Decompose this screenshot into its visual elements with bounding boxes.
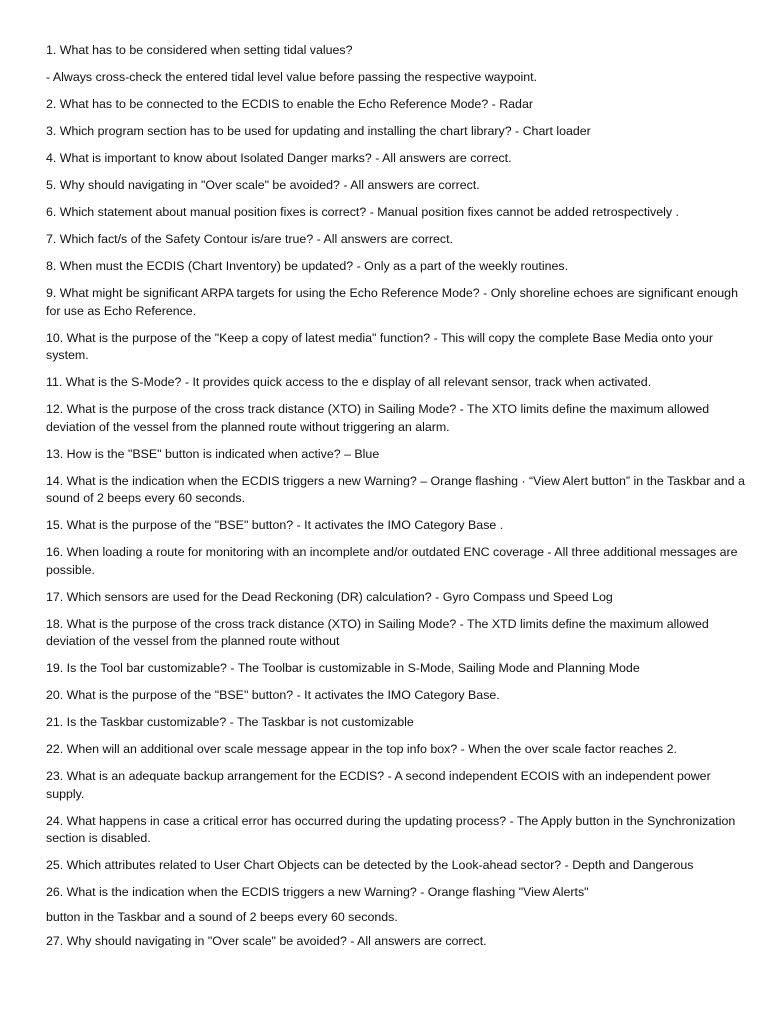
text-line: 10. What is the purpose of the "Keep a copy of latest media" function? - This will copy the complete Base Media onto your system. bbox=[46, 330, 714, 362]
text-line: 5. Why should navigating in "Over scale" be avoided? - All answers are correct. bbox=[46, 178, 480, 192]
text-line: 20. What is the purpose of the "BSE" button? - It activates the IMO Category Base. bbox=[46, 688, 500, 702]
text-line: 9. What might be significant ARPA targets for using the Echo Reference Mode? - Only shoreline echoes are significant enough for use as Echo Reference. bbox=[46, 286, 738, 318]
text-line: 16. When loading a route for monitoring with an incomplete and/or outdated ENC coverage - All three additional messages are possible. bbox=[46, 545, 738, 577]
text-line: 18. What is the purpose of the cross track distance (XTO) in Sailing Mode? - The XTD limits define the maximum allowed deviation of the vessel from the planned route without bbox=[46, 616, 709, 648]
text-line: 3. Which program section has to be used for updating and installing the chart library? - Chart loader bbox=[46, 124, 591, 138]
text-line: 11. What is the S-Mode? - It provides quick access to the e display of all relevant sensor, track when activated. bbox=[46, 375, 652, 389]
text-line: 21. Is the Taskbar customizable? - The Taskbar is not customizable bbox=[46, 715, 414, 729]
text-line: 1. What has to be considered when setting tidal values? bbox=[46, 43, 353, 57]
text-line: button in the Taskbar and a sound of 2 beeps every 60 seconds. bbox=[46, 909, 398, 924]
text-line: 13. How is the "BSE" button is indicated when active? – Blue bbox=[46, 446, 380, 461]
text-line: 23. What is an adequate backup arrangement for the ECDIS? - A second independent ECOIS with an independent power supply. bbox=[46, 769, 711, 801]
text-line: 14. What is the indication when the ECDIS triggers a new Warning? – Orange flashing · “View Alert button” in the Taskbar and a sound of 2 beeps every 60 seconds. bbox=[46, 473, 745, 505]
text-line: 4. What is important to know about Isolated Danger marks? - All answers are correct. bbox=[46, 151, 512, 165]
text-line: 26. What is the indication when the ECDIS triggers a new Warning? - Orange flashing "View Alerts" bbox=[46, 885, 589, 899]
text-line: 8. When must the ECDIS (Chart Inventory) be updated? - Only as a part of the weekly routines. bbox=[46, 259, 569, 273]
text-line: 15. What is the purpose of the "BSE" button? - It activates the IMO Category Base . bbox=[46, 518, 504, 532]
text-line: 7. Which fact/s of the Safety Contour is/are true? - All answers are correct. bbox=[46, 232, 453, 246]
text-line: 22. When will an additional over scale message appear in the top info box? - When the over scale factor reaches 2. bbox=[46, 742, 677, 756]
text-line: 24. What happens in case a critical error has occurred during the updating process? - The Apply button in the Synchronization section is disabled. bbox=[46, 813, 736, 845]
text-line: 25. Which attributes related to User Chart Objects can be detected by the Look-ahead sector? - Depth and Dangerous bbox=[46, 858, 694, 872]
text-line: 27. Why should navigating in "Over scale" be avoided? - All answers are correct. bbox=[46, 934, 487, 948]
document-page bbox=[46, 42, 746, 960]
text-line: 12. What is the purpose of the cross track distance (XTO) in Sailing Mode? - The XTO limits define the maximum allowed deviation of the vessel from the planned route without triggering an alarm. bbox=[46, 402, 710, 434]
text-line: 2. What has to be connected to the ECDIS to enable the Echo Reference Mode? - Radar bbox=[46, 97, 533, 111]
text-line: 6. Which statement about manual position fixes is correct? - Manual position fixes cannot be added retrospectively . bbox=[46, 205, 679, 219]
text-line: 17. Which sensors are used for the Dead Reckoning (DR) calculation? - Gyro Compass und Speed Log bbox=[46, 589, 613, 604]
text-line: 19. Is the Tool bar customizable? - The Toolbar is customizable in S-Mode, Sailing Mode and Planning Mode bbox=[46, 661, 640, 675]
text-line: - Always cross-check the entered tidal level value before passing the respective waypoint. bbox=[46, 70, 538, 84]
